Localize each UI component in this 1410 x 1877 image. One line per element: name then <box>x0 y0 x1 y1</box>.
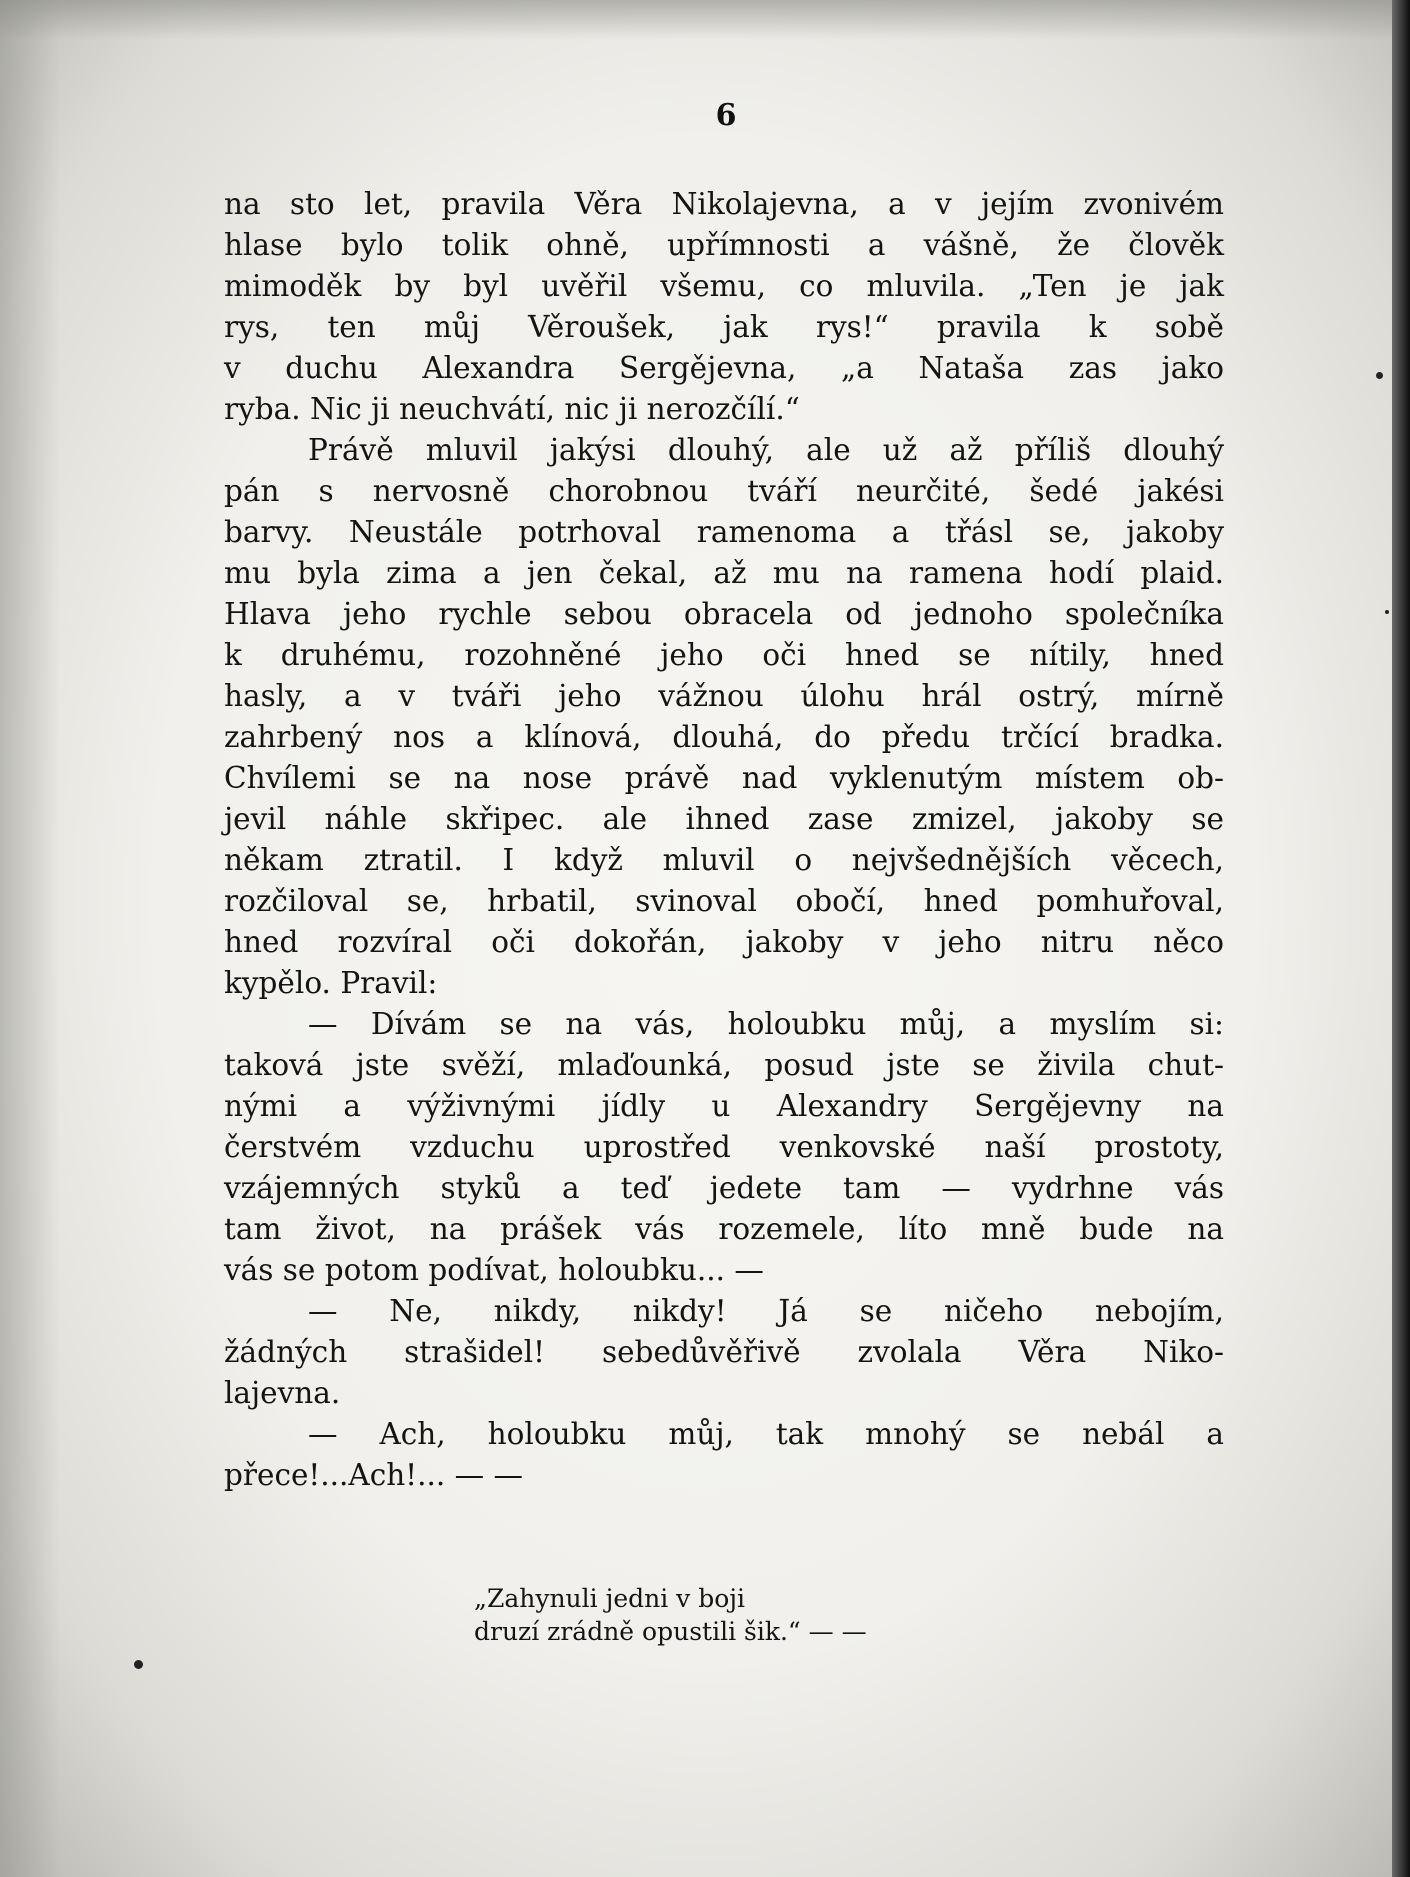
text-line: vzájemných styků a teď jedete tam — vydrhne vás <box>224 1171 1224 1205</box>
text-line: mu byla zima a jen čekal, až mu na ramena hodí plaid. <box>224 556 1224 590</box>
verse-quote <box>474 1582 867 1648</box>
ink-speck <box>1385 610 1389 614</box>
text-line: Hlava jeho rychle sebou obracela od jednoho společníka <box>224 597 1224 631</box>
text-line: čerstvém vzduchu uprostřed venkovské naší prostoty, <box>224 1130 1224 1164</box>
text-line: někam ztratil. I když mluvil o nejvšednějších věcech, <box>224 843 1224 877</box>
text-line: — Ach, holoubku můj, tak mnohý se nebál a <box>308 1417 1224 1451</box>
text-line: hned rozvíral oči dokořán, jakoby v jeho nitru něco <box>224 925 1224 959</box>
quote-line: druzí zrádně opustili šik.“ — — <box>474 1617 867 1646</box>
paragraph-1 <box>224 184 1224 430</box>
page-number: 6 <box>715 98 737 133</box>
text-line: v duchu Alexandra Sergějevna, „a Nataša zas jako <box>224 351 1224 385</box>
text-line: žádných strašidel! sebedůvěřivě zvolala Věra Niko- <box>224 1335 1224 1369</box>
text-line: nými a výživnými jídly u Alexandry Sergějevny na <box>224 1089 1224 1123</box>
text-line: zahrbený nos a klínová, dlouhá, do předu trčící bradka. <box>224 720 1224 754</box>
text-line: vás se potom podívat, holoubku... — <box>224 1253 764 1287</box>
text-line: hlase bylo tolik ohně, upřímnosti a vášně, že člověk <box>224 228 1224 262</box>
page-binding-edge <box>1392 0 1410 1877</box>
text-line: tam život, na prášek vás rozemele, líto mně bude na <box>224 1212 1224 1246</box>
text-line: barvy. Neustále potrhoval ramenoma a třásl se, jakoby <box>224 515 1224 549</box>
paragraph-4 <box>224 1291 1224 1414</box>
text-line: hasly, a v tváři jeho vážnou úlohu hrál ostrý, mírně <box>224 679 1224 713</box>
text-line: ryba. Nic ji neuchvátí, nic ji nerozčílí.“ <box>224 392 800 426</box>
paragraph-3 <box>224 1004 1224 1291</box>
text-line: rys, ten můj Věroušek, jak rys!“ pravila k sobě <box>224 310 1224 344</box>
text-line: pán s nervosně chorobnou tváří neurčité, šedé jakési <box>224 474 1224 508</box>
text-line: — Dívám se na vás, holoubku můj, a myslím si: <box>308 1007 1224 1041</box>
text-line: — Ne, nikdy, nikdy! Já se ničeho nebojím, <box>308 1294 1224 1328</box>
paragraph-5 <box>224 1414 1224 1496</box>
page-shadow-top <box>0 0 1392 40</box>
ink-speck <box>1376 372 1383 379</box>
text-line: kypělo. Pravil: <box>224 966 438 1000</box>
ink-speck <box>134 1660 143 1669</box>
text-line: taková jste svěží, mlaďounká, posud jste se živila chut- <box>224 1048 1224 1082</box>
text-line: přece!...Ach!... — — <box>224 1458 523 1492</box>
text-line: lajevna. <box>224 1376 341 1410</box>
text-line: jevil náhle skřipec. ale ihned zase zmizel, jakoby se <box>224 802 1224 836</box>
body-text <box>224 184 1224 1496</box>
page-shadow-left <box>0 0 60 1877</box>
text-line: mimoděk by byl uvěřil všemu, co mluvila. „Ten je jak <box>224 269 1224 303</box>
text-line: rozčiloval se, hrbatil, svinoval obočí, hned pomhuřoval, <box>224 884 1224 918</box>
paragraph-2 <box>224 430 1224 1004</box>
text-line: k druhému, rozohněné jeho oči hned se nítily, hned <box>224 638 1224 672</box>
text-line: na sto let, pravila Věra Nikolajevna, a v jejím zvonivém <box>224 187 1224 221</box>
quote-line: „Zahynuli jedni v boji <box>474 1584 746 1613</box>
text-line: Právě mluvil jakýsi dlouhý, ale už až příliš dlouhý <box>308 433 1224 467</box>
text-line: Chvílemi se na nose právě nad vyklenutým místem ob- <box>224 761 1224 795</box>
